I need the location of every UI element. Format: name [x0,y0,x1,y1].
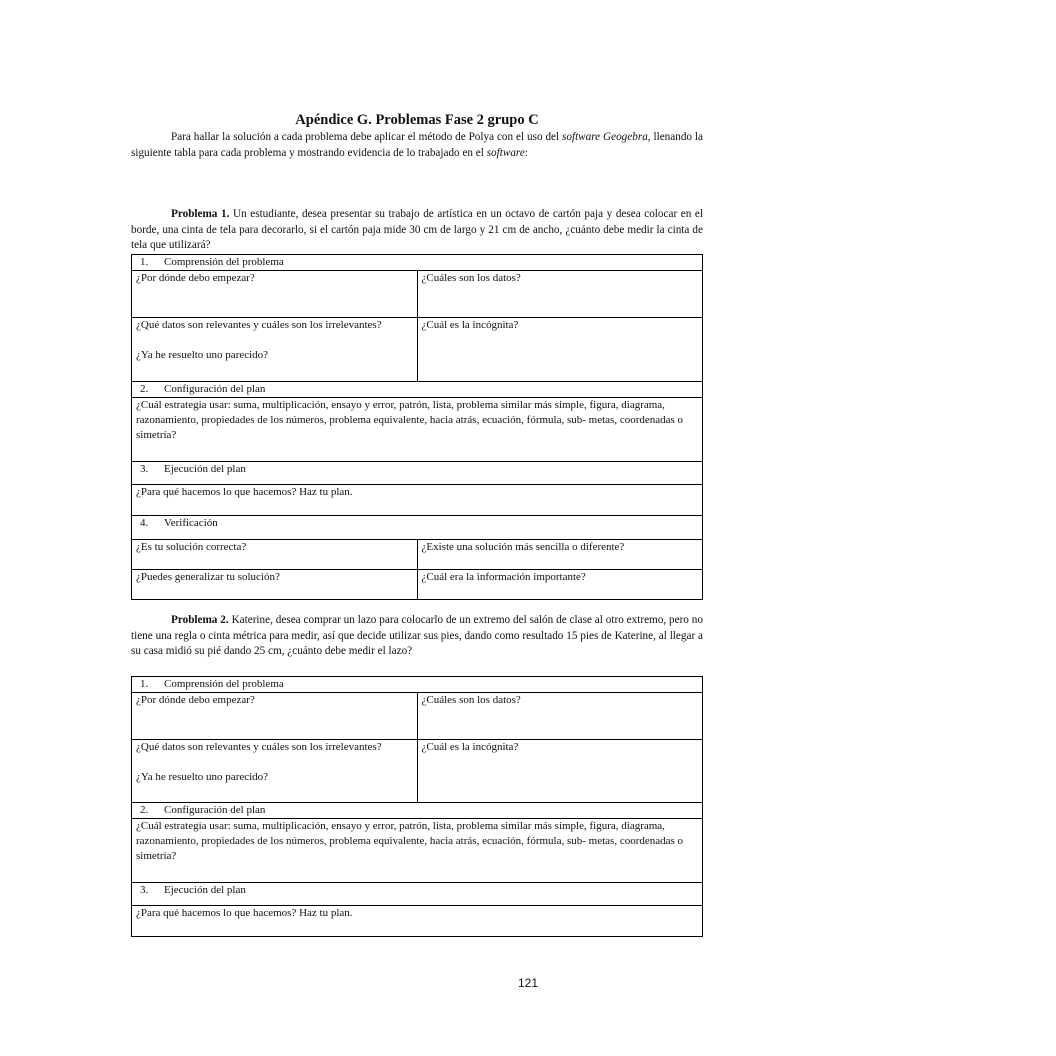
section-label: Comprensión del problema [164,256,284,268]
cell-plan[interactable] [132,906,703,937]
question-similar: ¿Ya he resuelto uno parecido? [136,349,269,361]
intro-text-2: , llenando la siguiente tabla para cada problema y mostrando evidencia de lo trabajado en el [131,131,703,159]
question-start: ¿Por dónde debo empezar? [136,272,255,284]
problem-1-statement [131,207,703,254]
question-data: ¿Cuáles son los datos? [421,272,521,284]
problem-2-text: Katerine, desea comprar un lazo para colocarlo de un extremo del salón de clase al otro extremo, pero no tiene una regla o cinta métrica para medir, así que decide utilizar sus pies, dando como resultado 15 pies de Katerine, al llegar a su casa midió su pié dando 25 cm, ¿cuánto debe medir el lazo? [131,614,703,658]
cell-plan[interactable] [132,485,703,516]
question-strategy: ¿Cuál estrategia usar: suma, multiplicación, ensayo y error, patrón, lista, problema similar más simple, figura, diagrama, razonamiento, propiedades de los números, problema equivalente, hacia atrás, ecuación, fórmula, sub- metas, coordenadas o simetría? [136,820,684,862]
section-plan-config [132,382,703,398]
section-number: 1. [140,256,149,268]
cell-relevant[interactable] [132,318,418,382]
cell-strategy[interactable] [132,819,703,883]
section-plan-config [132,803,703,819]
section-number: 4. [140,517,149,529]
section-number: 3. [140,884,149,896]
intro-geogebra: Geogebra [603,131,648,143]
question-relevant: ¿Qué datos son relevantes y cuáles son los irrelevantes? [136,741,382,753]
page-number: 121 [517,976,539,990]
section-label: Configuración del plan [164,383,266,395]
section-understanding [132,255,703,271]
question-correct: ¿Es tu solución correcta? [136,541,247,553]
problem-1-label: Problema 1. [171,208,230,220]
cell-start[interactable] [132,693,418,740]
problem-2-table [131,676,703,937]
problem-2-statement [131,613,703,660]
cell-correct[interactable] [132,540,418,570]
question-strategy: ¿Cuál estrategia usar: suma, multiplicación, ensayo y error, patrón, lista, problema similar más simple, figura, diagrama, razonamiento, propiedades de los números, problema equivalente, hacia atrás, ecuación, fórmula, sub- metas, coordenadas o simetría? [136,399,684,441]
section-label: Configuración del plan [164,804,266,816]
question-unknown: ¿Cuál es la incógnita? [421,741,519,753]
section-number: 1. [140,678,149,690]
intro-software-2: software [486,146,525,159]
question-generalize: ¿Puedes generalizar tu solución? [136,571,280,583]
problem-2-label: Problema 2. [171,614,229,626]
cell-important[interactable] [417,570,703,600]
intro-text-3: : [524,146,528,159]
section-plan-execution [132,883,703,906]
question-similar: ¿Ya he resuelto uno parecido? [136,771,269,783]
page-title: Apéndice G. Problemas Fase 2 grupo C [295,112,539,128]
problem-1-text: Un estudiante, desea presentar su trabajo de artística en un octavo de cartón paja y desea colocar en el borde, una cinta de tela para decorarlo, si el cartón paja mide 30 cm de largo y 21 cm de ancho, ¿cuánto debe medir la cinta de tela que utilizará? [131,208,703,252]
question-data: ¿Cuáles son los datos? [421,694,521,706]
section-label: Comprensión del problema [164,678,284,690]
section-label: Ejecución del plan [164,463,246,475]
section-label: Verificación [164,517,218,529]
question-unknown: ¿Cuál es la incógnita? [421,319,519,331]
question-relevant: ¿Qué datos son relevantes y cuáles son los irrelevantes? [136,319,382,331]
cell-data[interactable] [417,271,703,318]
cell-strategy[interactable] [132,398,703,462]
cell-simpler[interactable] [417,540,703,570]
section-verification [132,516,703,540]
question-simpler: ¿Existe una solución más sencilla o diferente? [421,541,625,553]
question-important: ¿Cuál era la información importante? [421,571,586,583]
problem-1-table [131,254,703,600]
cell-unknown[interactable] [417,740,703,803]
question-plan: ¿Para qué hacemos lo que hacemos? Haz tu plan. [136,486,353,498]
cell-unknown[interactable] [417,318,703,382]
cell-generalize[interactable] [132,570,418,600]
section-plan-execution [132,462,703,485]
cell-relevant[interactable] [132,740,418,803]
section-number: 2. [140,804,149,816]
intro-paragraph [131,130,703,161]
question-plan: ¿Para qué hacemos lo que hacemos? Haz tu plan. [136,907,353,919]
section-understanding [132,677,703,693]
section-number: 2. [140,383,149,395]
section-number: 3. [140,463,149,475]
intro-text-1: Para hallar la solución a cada problema debe aplicar el método de Polya con el uso del [171,131,563,143]
section-label: Ejecución del plan [164,884,246,896]
intro-software-1: software [562,131,601,143]
question-start: ¿Por dónde debo empezar? [136,694,255,706]
cell-start[interactable] [132,271,418,318]
cell-data[interactable] [417,693,703,740]
